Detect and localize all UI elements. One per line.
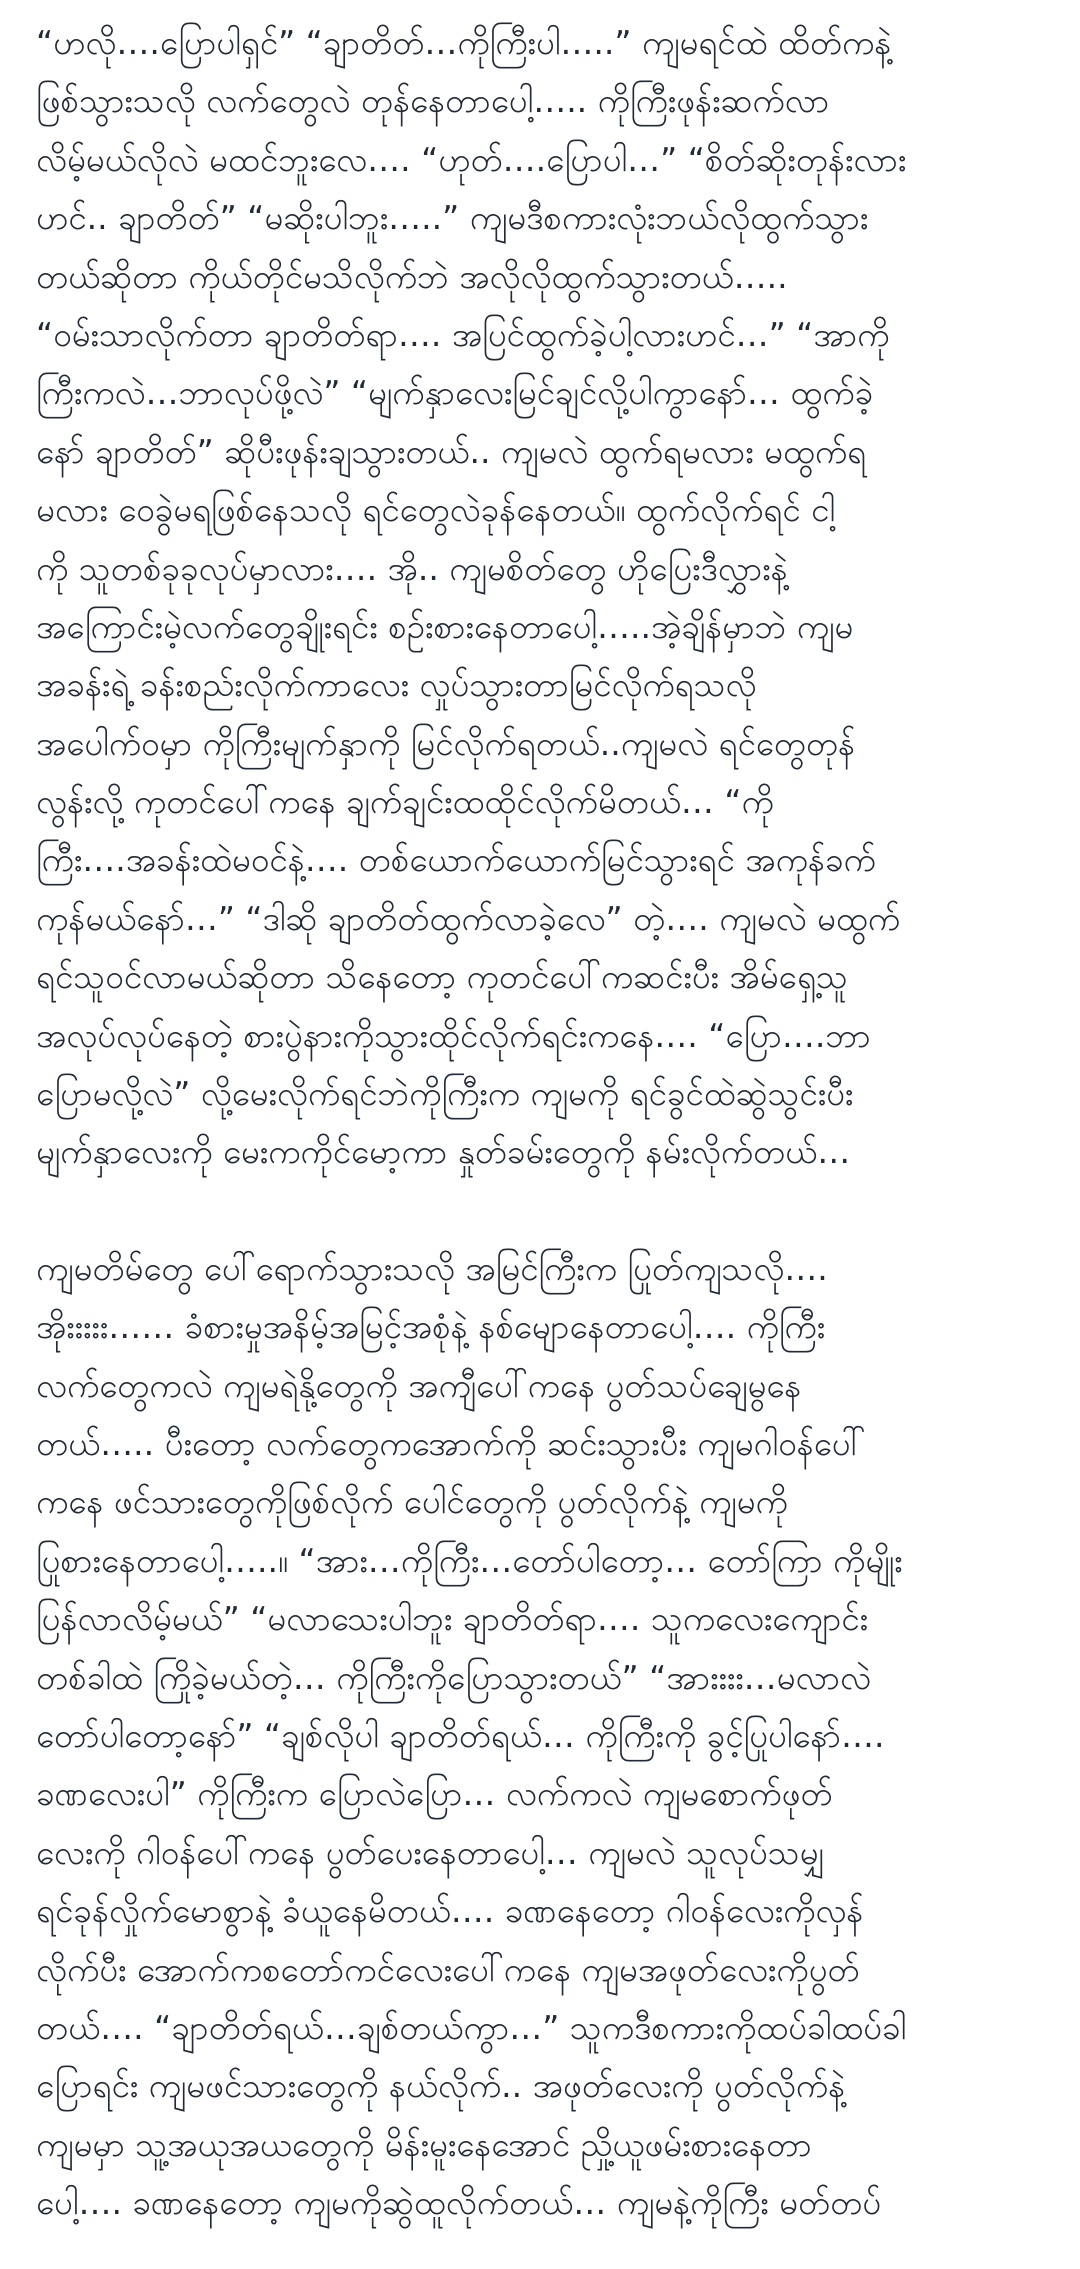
text-line: တော်ပါတော့နော်” “ချစ်လိုပါ ချာတိတ်ရယ်… ကိုကြီးကို ခွင့်ပြုပါနော်….	[36, 1715, 885, 1755]
text-line: ပြောမလို့လဲ” လို့မေးလိုက်ရင်ဘဲကိုကြီးက ကျမကို ရင်ခွင်ထဲဆွဲသွင်းပီး	[36, 1074, 854, 1114]
text-line: လိမ့်မယ်လိုလဲ မထင်ဘူးလေ…. “ဟုတ်….ပြောပါ…” “စိတ်ဆိုးတုန်းလား	[36, 139, 907, 179]
text-line: ဟင်.. ချာတိတ်” “မဆိုးပါဘူး…..” ကျမဒီစကားလုံးဘယ်လိုထွက်သွား	[36, 198, 869, 238]
text-line: တစ်ခါထဲ ကြိုခဲ့မယ်တဲ့… ကိုကြီးကိုပြောသွားတယ်” “အားးးး…မလာလဲ	[36, 1657, 871, 1697]
text-line: ကျမမှာ သူ့အယုအယတွေကို မိန်းမူးနေအောင် ညှို့ယူဖမ်းစားနေတာ	[36, 2124, 812, 2164]
text-line: ကြီး….အခန်းထဲမဝင်နဲ့…. တစ်ယောက်ယောက်မြင်သွားရင် အကုန်ခက်	[36, 840, 876, 880]
text-line: လိုက်ပီး အောက်ကစတော်ကင်လေးပေါ်ကနေ ကျမအဖုတ်လေးကိုပွတ်	[36, 1949, 860, 1989]
text-line: ကြီးကလဲ…ဘာလုပ်ဖို့လဲ” “မျက်နှာလေးမြင်ချင်လို့ပါကွာနော်… ထွက်ခဲ့	[36, 373, 874, 413]
text-line: ခဏလေးပါ” ကိုကြီးက ပြောလဲပြော… လက်ကလဲ ကျမစောက်ဖုတ်	[36, 1774, 833, 1814]
text-line: ကျမတိမ်တွေ ပေါ်ရောက်သွားသလို အမြင်ကြီးက ပြုတ်ကျသလို….	[36, 1248, 828, 1288]
text-line: ကနေ ဖင်သားတွေကိုဖြစ်လိုက် ပေါင်တွေကို ပွတ်လိုက်နဲ့ ကျမကို	[36, 1482, 788, 1522]
text-line: တယ်…. “ချာတိတ်ရယ်…ချစ်တယ်ကွာ…” သူကဒီစကားကိုထပ်ခါထပ်ခါ	[36, 2007, 907, 2047]
paragraph-2	[36, 1240, 1046, 2233]
text-line: လေးကို ဂါဝန်ပေါ်ကနေ ပွတ်ပေးနေတာပေါ့… ကျမလဲ သူလုပ်သမျှ	[36, 1832, 826, 1872]
bottom-fade-overlay	[0, 2243, 1080, 2269]
text-line: လွန်းလို့ ကုတင်ပေါ်ကနေ ချက်ချင်းထထိုင်လိုက်မိတယ်… “ကို	[36, 782, 774, 822]
text-line: ဖြစ်သွားသလို လက်တွေလဲ တုန်နေတာပေါ့….. ကိုကြီးဖုန်းဆက်လာ	[36, 81, 830, 121]
text-line: တယ်ဆိုတာ ကိုယ်တိုင်မသိလိုက်ဘဲ အလိုလိုထွက်သွားတယ်…..	[36, 256, 788, 296]
text-line: မလား ဝေခွဲမရဖြစ်နေသလို ရင်တွေလဲခုန်နေတယ်။ ထွက်လိုက်ရင် ငါ့	[36, 490, 836, 530]
paragraph-1	[36, 14, 1046, 1182]
text-line: အလုပ်လုပ်နေတဲ့ စားပွဲနားကိုသွားထိုင်လိုက်ရင်းကနေ…. “ပြော….ဘာ	[36, 1015, 871, 1055]
text-line: ပေါ့…. ခဏနေတော့ ကျမကိုဆွဲထူလိုက်တယ်… ကျမနဲ့ကိုကြီး မတ်တပ်	[36, 2183, 882, 2223]
text-line: “ဟလို….ပြောပါရှင်” “ချာတိတ်…ကိုကြီးပါ…..” ကျမရင်ထဲ ထိတ်ကနဲ့	[36, 23, 892, 62]
text-line: ကုန်မယ်နော်…” “ဒါဆို ချာတိတ်ထွက်လာခဲ့လေ” တဲ့…. ကျမလဲ မထွက်	[36, 898, 901, 938]
text-line: အခန်းရဲ့ ခန်းစည်းလိုက်ကာလေး လှုပ်သွားတာမြင်လိုက်ရသလို	[36, 665, 757, 705]
text-line: ပြောရင်း ကျမဖင်သားတွေကို နယ်လိုက်.. အဖုတ်လေးကို ပွတ်လိုက်နဲ့	[36, 2066, 846, 2106]
text-line: အကြောင်းမဲ့လက်တွေချိုးရင်း စဉ်းစားနေတာပေါ့…..အဲ့ချိန်မှာဘဲ ကျမ	[36, 606, 854, 646]
text-line: ရင်သူဝင်လာမယ်ဆိုတာ သိနေတော့ ကုတင်ပေါ်ကဆင်းပီး အိမ်ရှေ့သူ	[36, 957, 848, 997]
article-body	[36, 14, 1046, 2232]
text-line: တယ်….. ပီးတော့ လက်တွေကအောက်ကို ဆင်းသွားပီး ကျမဂါဝန်ပေါ်	[36, 1423, 866, 1463]
text-line: ပြုစားနေတာပေါ့…..။ “အား…ကိုကြီး…တော်ပါတော့… တော်ကြာ ကိုမျိုး	[36, 1540, 903, 1580]
text-line: “ဝမ်းသာလိုက်တာ ချာတိတ်ရာ…. အပြင်ထွက်ခဲ့ပါ့လားဟင်…” “အာကို	[36, 314, 890, 354]
text-line: ကို သူတစ်ခုခုလုပ်မှာလား…. အို.. ကျမစိတ်တွေ ဟိုပြေးဒီလွှားနဲ့	[36, 548, 788, 588]
text-line: ရင်ခုန်လှိုက်မောစွာနဲ့ ခံယူနေမိတယ်…. ခဏနေတော့ ဂါဝန်လေးကိုလှန်	[36, 1891, 864, 1931]
text-line: မျက်နှာလေးကို မေးကကိုင်မော့ကာ နှုတ်ခမ်းတွေကို နမ်းလိုက်တယ်…	[36, 1132, 851, 1172]
text-line: အပေါက်ဝမှာ ကိုကြီးမျက်နှာကို မြင်လိုက်ရတယ်..ကျမလဲ ရင်တွေတုန်	[36, 723, 856, 763]
text-line: နော် ချာတိတ်” ဆိုပီးဖုန်းချသွားတယ်.. ကျမလဲ ထွက်ရမလား မထွက်ရ	[36, 431, 867, 471]
text-line: အိုးးးးး…… ခံစားမှုအနိမ့်အမြင့်အစုံနဲ့ နစ်မျောနေတာပေါ့…. ကိုကြီး	[36, 1307, 826, 1347]
text-line: လက်တွေကလဲ ကျမရဲနို့တွေကို အကျီပေါ်ကနေ ပွတ်သပ်ချေမွနေ	[36, 1365, 802, 1405]
text-line: ပြန်လာလိမ့်မယ်” “မလာသေးပါဘူး ချာတိတ်ရာ…. သူကလေးကျောင်း	[36, 1599, 868, 1639]
